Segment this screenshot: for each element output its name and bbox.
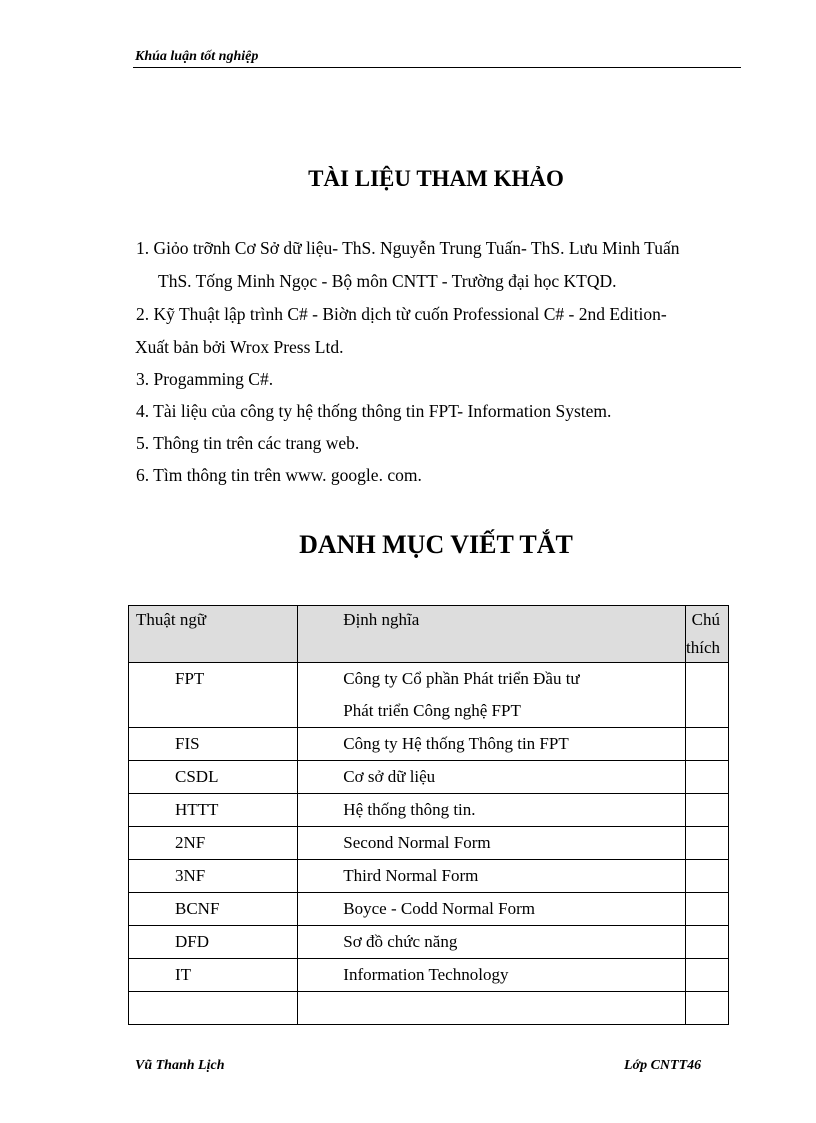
term-cell: FPT <box>129 663 298 728</box>
definition-text: Sơ đồ chức năng <box>343 932 458 951</box>
definition-cell <box>298 794 686 827</box>
table-row <box>129 728 729 761</box>
reference-item <box>136 465 422 486</box>
table-row <box>129 959 729 992</box>
term-cell <box>129 992 298 1025</box>
definition-text: Third Normal Form <box>343 866 479 885</box>
running-header: Khúa luận tốt nghiệp <box>135 49 259 64</box>
definition-text: Cơ sở dữ liệu <box>343 767 436 786</box>
reference-item: 1. Giỏo trỡnh Cơ Sở dữ liệu- ThS. Nguyễn Trung Tuấn- ThS. Lưu Minh Tuấn <box>136 238 680 258</box>
definition-text: Information Technology <box>343 965 509 984</box>
definition-cell <box>298 926 686 959</box>
note-cell <box>686 893 729 926</box>
note-cell <box>686 860 729 893</box>
reference-item: 3. Progamming C#. <box>136 369 274 389</box>
note-cell <box>686 926 729 959</box>
reference-item: Xuất bản bởi Wrox Press Ltd. <box>135 337 344 357</box>
reference-item: 4. Tài liệu của công ty hệ thống thông tin FPT- Information System. <box>136 401 612 421</box>
table-row <box>129 992 729 1025</box>
google-link[interactable]: www. google. com <box>285 465 418 485</box>
note-cell <box>686 728 729 761</box>
definition-text: Boyce - Codd Normal Form <box>343 899 535 918</box>
reference-item: ThS. Tống Minh Ngọc - Bộ môn CNTT - Trường đại học KTQD. <box>158 271 617 291</box>
term-cell: 2NF <box>129 827 298 860</box>
note-cell <box>686 827 729 860</box>
note-cell <box>686 761 729 794</box>
reference-text: 6. Tìm thông tin trên <box>136 465 286 485</box>
note-cell <box>686 663 729 728</box>
reference-suffix: . <box>417 465 422 485</box>
header-term: Thuật ngữ <box>129 606 298 663</box>
term-cell: BCNF <box>129 893 298 926</box>
abbreviations-table <box>128 605 729 1025</box>
reference-item: 2. Kỹ Thuật lập trình C# - Biờn dịch từ cuốn Professional C# - 2nd Edition- <box>136 304 667 324</box>
definition-text: Phát triển Công nghệ FPT <box>343 701 521 720</box>
definition-text: Công ty Hệ thống Thông tin FPT <box>343 734 569 753</box>
table-row <box>129 663 729 728</box>
header-rule <box>133 67 741 68</box>
reference-item: 5. Thông tin trên các trang web. <box>136 433 360 453</box>
definition-cell <box>298 827 686 860</box>
definition-cell <box>298 893 686 926</box>
definition-text: Second Normal Form <box>343 833 491 852</box>
definition-cell <box>298 992 686 1025</box>
term-cell: CSDL <box>129 761 298 794</box>
table-header-row <box>129 606 729 663</box>
note-cell <box>686 992 729 1025</box>
table-row <box>129 860 729 893</box>
definition-cell <box>298 663 686 728</box>
abbreviations-title: DANH MỤC VIẾT TẮT <box>299 530 573 559</box>
table-row <box>129 926 729 959</box>
note-cell <box>686 794 729 827</box>
term-cell: IT <box>129 959 298 992</box>
definition-cell <box>298 860 686 893</box>
table-row <box>129 827 729 860</box>
note-cell <box>686 959 729 992</box>
term-cell: FIS <box>129 728 298 761</box>
footer-class: Lớp CNTT46 <box>624 1058 702 1073</box>
header-note: Chú thích <box>686 606 729 663</box>
references-title: TÀI LIỆU THAM KHẢO <box>308 166 564 191</box>
definition-text: Hệ thống thông tin. <box>343 800 476 819</box>
footer-author: Vũ Thanh Lịch <box>135 1058 225 1073</box>
table-row <box>129 893 729 926</box>
table-row <box>129 761 729 794</box>
term-cell: DFD <box>129 926 298 959</box>
definition-text: Công ty Cổ phần Phát triển Đầu tư <box>343 669 580 688</box>
header-definition: Định nghĩa <box>298 606 686 663</box>
definition-cell <box>298 959 686 992</box>
definition-cell <box>298 728 686 761</box>
definition-cell <box>298 761 686 794</box>
term-cell: HTTT <box>129 794 298 827</box>
term-cell: 3NF <box>129 860 298 893</box>
table-row <box>129 794 729 827</box>
